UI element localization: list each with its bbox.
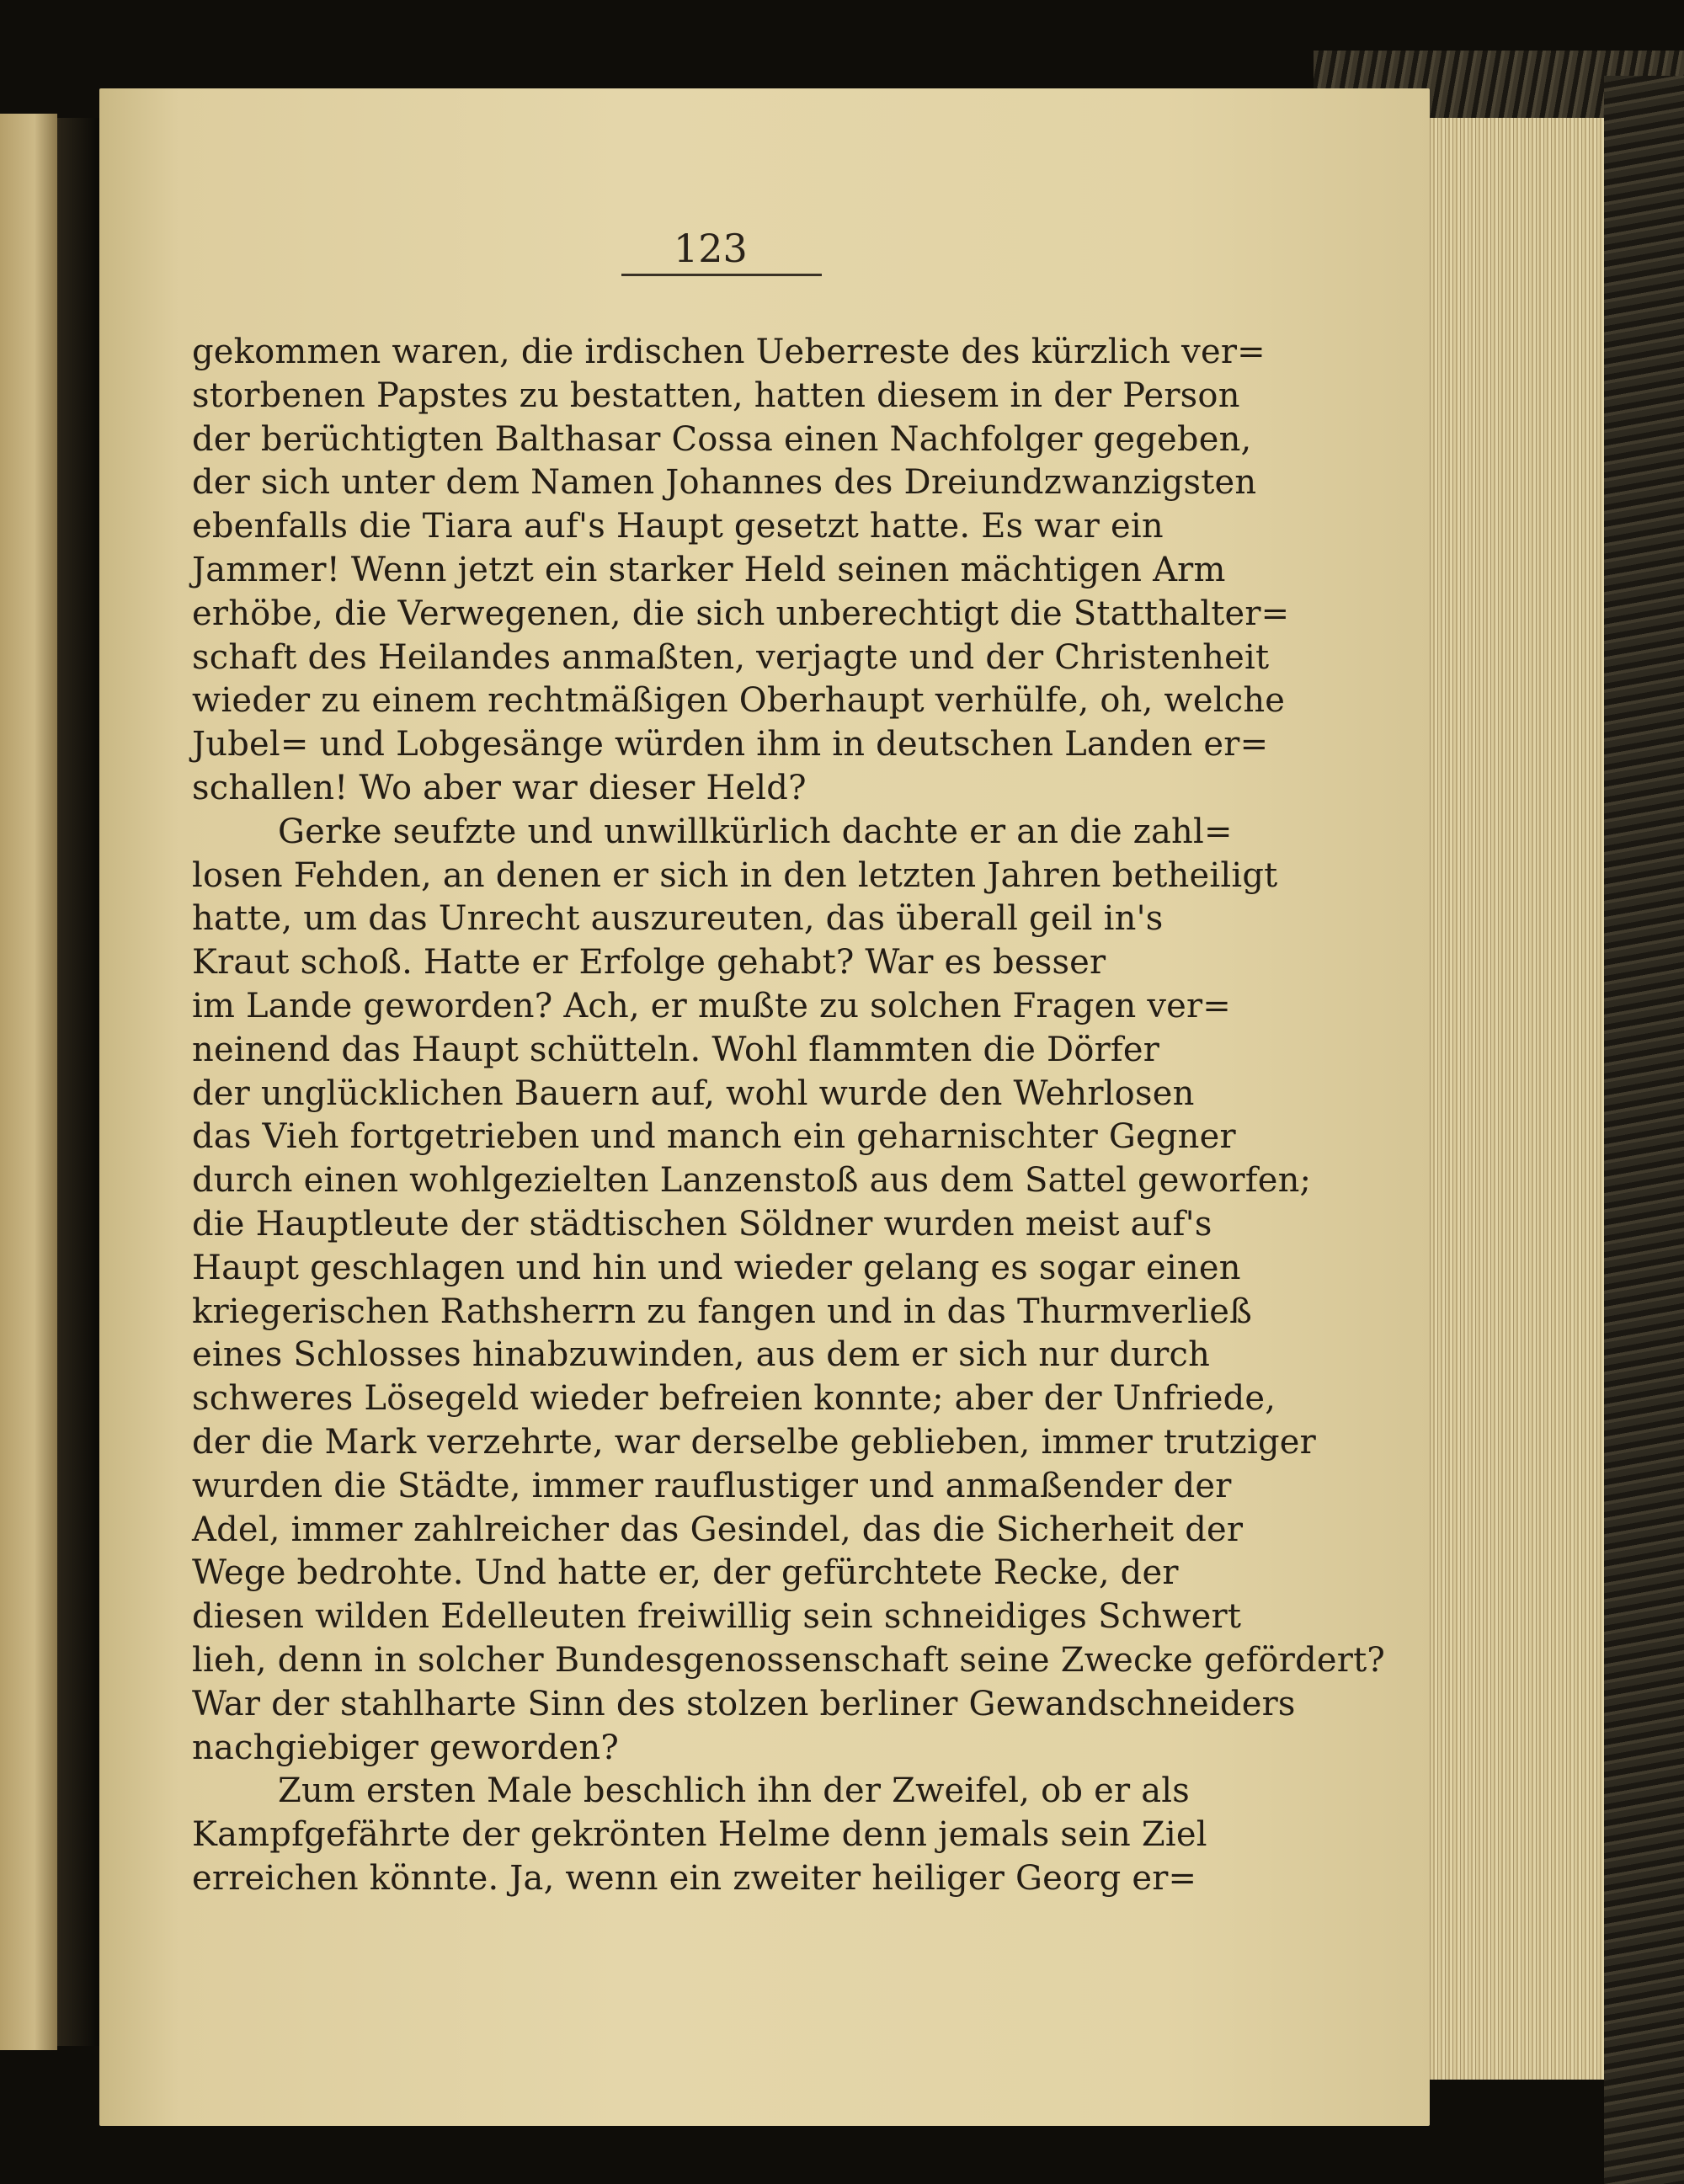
facing-page-edge — [0, 114, 57, 2050]
text-line: Kraut schoß. Hatte er Erfolge gehabt? War es besser — [192, 943, 1106, 983]
text-line: gekommen waren, die irdischen Ueberreste des kürzlich ver= — [192, 333, 1266, 371]
text-line: Adel, immer zahlreicher das Gesindel, das die Sicherheit der — [192, 1510, 1244, 1549]
page-number: 123 — [674, 226, 748, 271]
text-line: Wege bedrohte. Und hatte er, der gefürchtete Recke, der — [192, 1553, 1179, 1593]
text-line: die Hauptleute der städtischen Söldner wurden meist auf's — [192, 1205, 1212, 1244]
text-line: das Vieh fortgetrieben und manch ein geharnischter Gegner — [192, 1117, 1236, 1157]
text-line: Jammer! Wenn jetzt ein starker Held seinen mächtigen Arm — [192, 551, 1226, 589]
text-line: War der stahlharte Sinn des stolzen berliner Gewandschneiders — [192, 1684, 1296, 1723]
book-gutter — [57, 118, 99, 2046]
text-line: diesen wilden Edelleuten freiwillig sein schneidiges Schwert — [192, 1597, 1242, 1637]
page-stack-edges — [1423, 118, 1604, 2080]
text-line: durch einen wohlgezielten Lanzenstoß aus dem Sattel geworfen; — [192, 1161, 1312, 1201]
text-line: schaft des Heilandes anmaßten, verjagte und der Christenheit — [192, 637, 1270, 677]
text-line: Zum ersten Male beschlich ihn der Zweifel, ob er als — [278, 1771, 1190, 1811]
text-line: im Lande geworden? Ach, er mußte zu solchen Fragen ver= — [192, 987, 1232, 1025]
text-line: wurden die Städte, immer rauflustiger und anmaßender der — [192, 1466, 1232, 1505]
text-line: Jubel= und Lobgesänge würden ihm in deutschen Landen er= — [192, 725, 1269, 764]
text-line: der berüchtigten Balthasar Cossa einen Nachfolger gegeben, — [192, 419, 1252, 459]
text-line: hatte, um das Unrecht auszureuten, das überall geil in's — [192, 899, 1164, 939]
book-cover-right — [1604, 76, 1684, 2184]
text-line: nachgiebiger geworden? — [192, 1728, 619, 1767]
text-line: neinend das Haupt schütteln. Wohl flammten die Dörfer — [192, 1030, 1160, 1069]
text-line: Kampfgefährte der gekrönten Helme denn jemals sein Ziel — [192, 1815, 1207, 1855]
text-line: kriegerischen Rathsherrn zu fangen und in das Thurmverließ — [192, 1292, 1253, 1331]
text-line: der die Mark verzehrte, war derselbe geblieben, immer trutziger — [192, 1423, 1316, 1462]
text-line: lieh, denn in solcher Bundesgenossenschaft seine Zwecke gefördert? — [192, 1641, 1386, 1680]
text-line: schallen! Wo aber war dieser Held? — [192, 769, 807, 807]
text-line: eines Schlosses hinabzuwinden, aus dem er sich nur durch — [192, 1335, 1211, 1375]
text-line: ebenfalls die Tiara auf's Haupt gesetzt hatte. Es war ein — [192, 507, 1164, 546]
text-line: der sich unter dem Namen Johannes des Dreiundzwanzigsten — [192, 463, 1257, 503]
text-line: storbenen Papstes zu bestatten, hatten diesem in der Person — [192, 376, 1240, 415]
text-line: schweres Lösegeld wieder befreien konnte; aber der Unfriede, — [192, 1379, 1276, 1419]
text-line: wieder zu einem rechtmäßigen Oberhaupt verhülfe, oh, welche — [192, 681, 1286, 721]
header-rule — [621, 274, 822, 276]
text-line: erreichen könnte. Ja, wenn ein zweiter heiliger Georg er= — [192, 1859, 1197, 1898]
text-line: erhöbe, die Verwegenen, die sich unberechtigt die Statthalter= — [192, 594, 1290, 633]
text-line: Haupt geschlagen und hin und wieder gelang es sogar einen — [192, 1248, 1241, 1287]
text-line: losen Fehden, an denen er sich in den letzten Jahren betheiligt — [192, 855, 1278, 895]
text-line: der unglücklichen Bauern auf, wohl wurde den Wehrlosen — [192, 1073, 1195, 1113]
text-line: Gerke seufzte und unwillkürlich dachte er an die zahl= — [278, 812, 1233, 851]
